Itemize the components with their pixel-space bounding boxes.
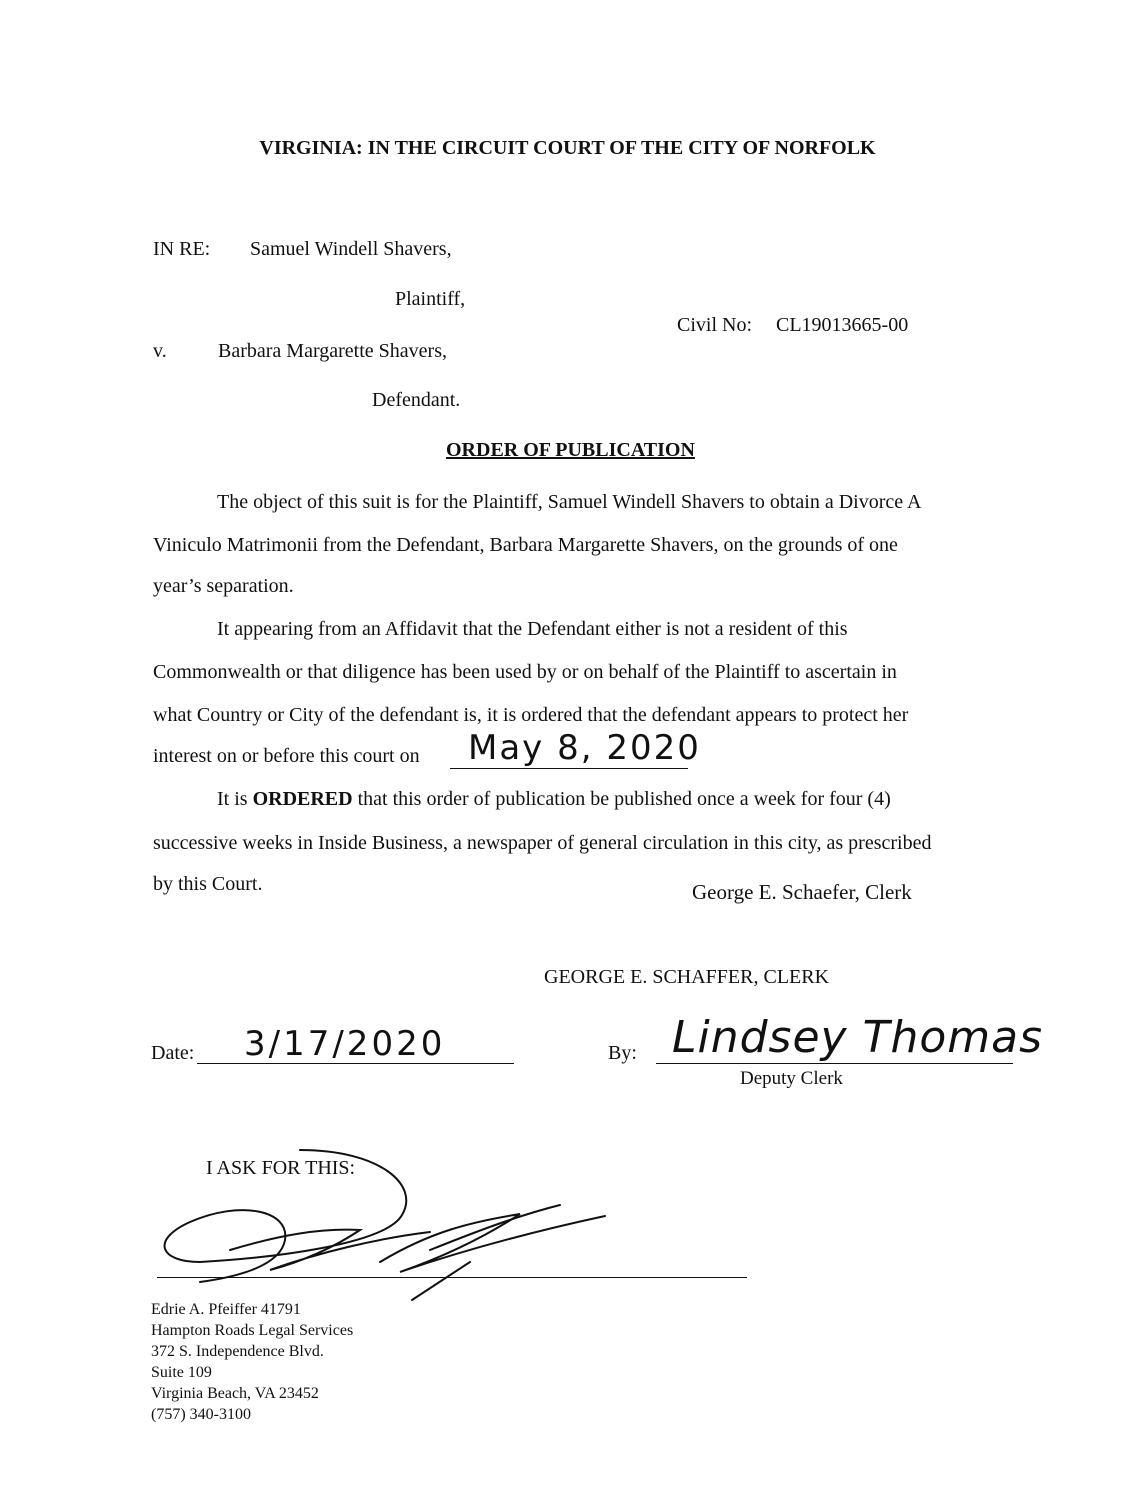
in-re-label: IN RE: <box>153 238 211 260</box>
versus-label: v. <box>153 340 167 362</box>
attorney-line-1: Edrie A. Pfeiffer 41791 <box>151 1301 301 1318</box>
order-title: ORDER OF PUBLICATION <box>446 439 695 461</box>
paragraph-3-post: that this order of publication be published once a week for four (4) <box>357 788 891 810</box>
paragraph-1-line-2: Viniculo Matrimonii from the Defendant, Barbara Margarette Shavers, on the grounds of one <box>153 534 898 556</box>
defendant-name: Barbara Margarette Shavers, <box>218 340 447 362</box>
attorney-line-6: (757) 340-3100 <box>151 1406 251 1423</box>
attorney-line-2: Hampton Roads Legal Services <box>151 1322 354 1339</box>
paragraph-2-line-2: Commonwealth or that diligence has been used by or on behalf of the Plaintiff to ascertain in <box>153 661 897 683</box>
hearing-date-handwritten: May 8, 2020 <box>468 728 701 768</box>
civil-no-label: Civil No: <box>677 314 753 336</box>
paragraph-1-line-3: year’s separation. <box>153 575 294 597</box>
paragraph-2-line-3: what Country or City of the defendant is, it is ordered that the defendant appears to protect her <box>153 704 909 726</box>
paragraph-1-line-1: The object of this suit is for the Plaintiff, Samuel Windell Shavers to obtain a Divorce A <box>217 491 922 513</box>
date-handwritten: 3/17/2020 <box>244 1024 446 1064</box>
deputy-signature: Lindsey Thomas <box>672 1012 1044 1063</box>
by-label: By: <box>608 1042 637 1064</box>
paragraph-3-line-2: successive weeks in Inside Business, a newspaper of general circulation in this city, as prescribed <box>153 832 932 854</box>
clerk-stamp: George E. Schaefer, Clerk <box>692 880 912 904</box>
ask-for-this-label: I ASK FOR THIS: <box>206 1157 356 1179</box>
paragraph-3-line-3: by this Court. <box>153 873 263 895</box>
attorney-line-5: Virginia Beach, VA 23452 <box>151 1385 319 1402</box>
court-heading: VIRGINIA: IN THE CIRCUIT COURT OF THE CITY OF NORFOLK <box>259 137 876 159</box>
date-label: Date: <box>151 1042 195 1064</box>
plaintiff-role: Plaintiff, <box>395 288 466 310</box>
attorney-line-3: 372 S. Independence Blvd. <box>151 1343 324 1360</box>
paragraph-2-line-1: It appearing from an Affidavit that the Defendant either is not a resident of this <box>217 618 848 640</box>
paragraph-2-line-4: interest on or before this court on <box>153 745 420 767</box>
ordered-word: ORDERED <box>252 788 353 810</box>
paragraph-3-pre: It is <box>217 788 248 810</box>
clerk-name: GEORGE E. SCHAFFER, CLERK <box>544 966 830 988</box>
attorney-line-4: Suite 109 <box>151 1364 212 1381</box>
civil-no-value: CL19013665-00 <box>776 314 909 336</box>
defendant-role: Defendant. <box>372 389 461 411</box>
deputy-label: Deputy Clerk <box>740 1068 843 1089</box>
plaintiff-name: Samuel Windell Shavers, <box>250 238 452 260</box>
